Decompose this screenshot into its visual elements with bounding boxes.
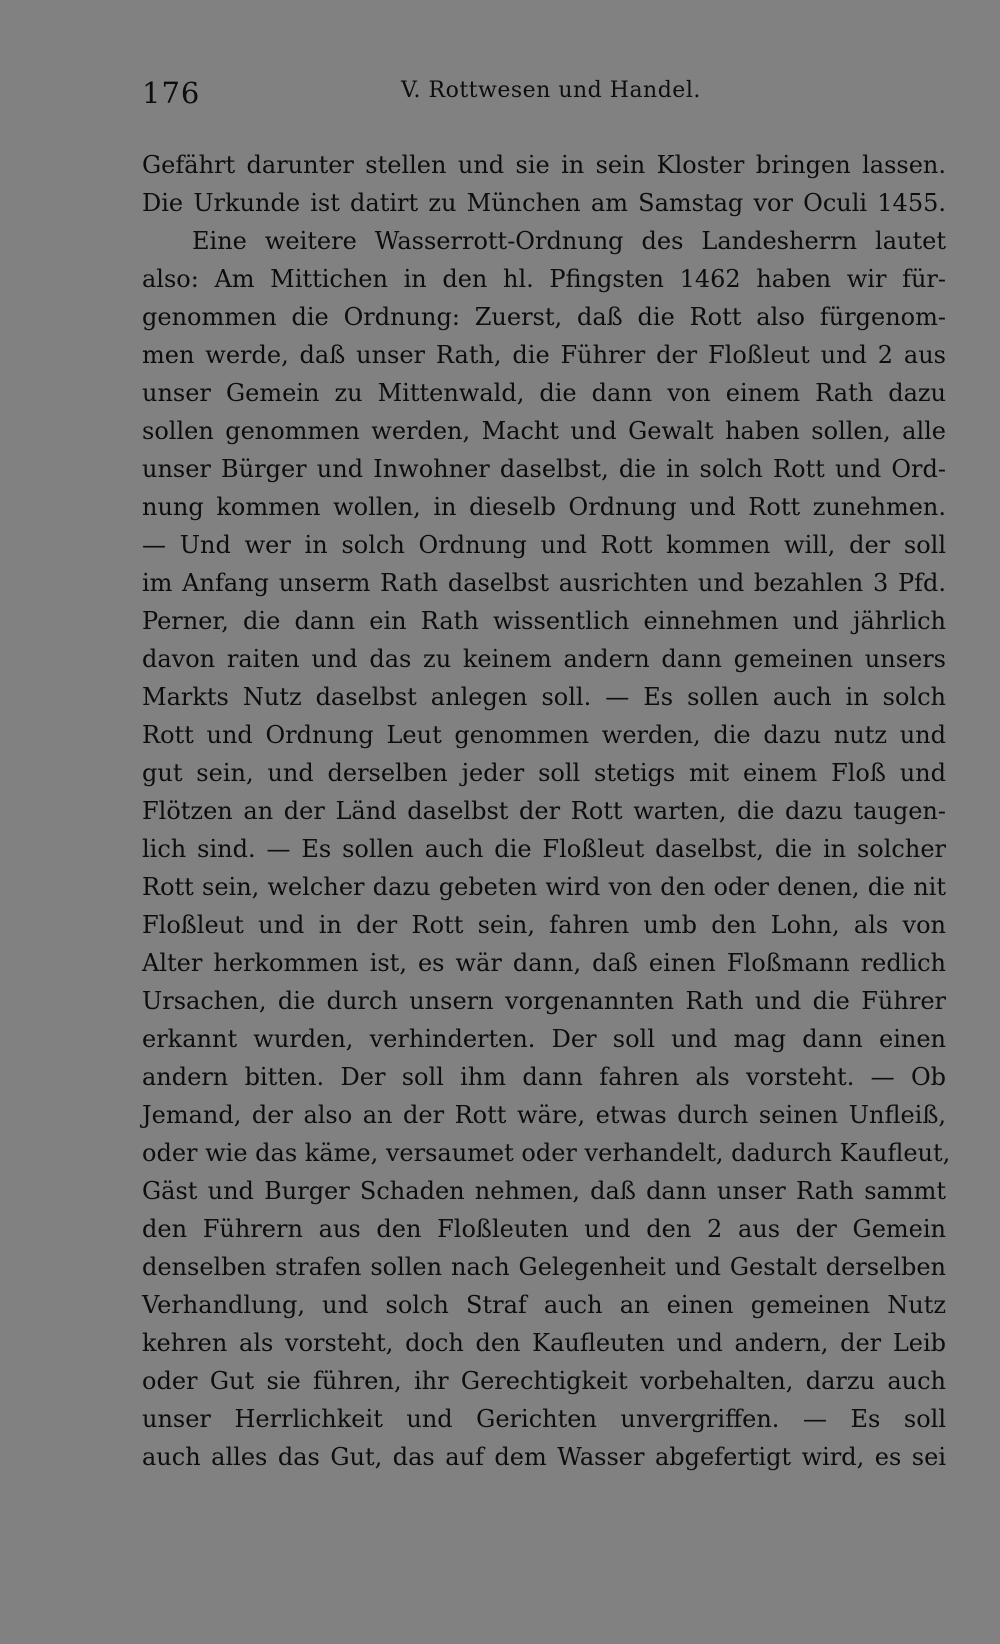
text-line: Eine weitere Wasserrott-Ordnung des Landesherrn lautet <box>192 227 946 255</box>
text-line: — Und wer in solch Ordnung und Rott kommen will, der soll <box>142 531 946 559</box>
text-line: kehren als vorsteht, doch den Kaufleuten und andern, der Leib <box>142 1329 946 1357</box>
text-line: Ursachen, die durch unsern vorgenannten Rath und die Führer <box>142 987 946 1015</box>
text-line: nung kommen wollen, in dieselb Ordnung und Rott zunehmen. <box>142 493 946 521</box>
page-header <box>142 76 946 116</box>
text-line: Rott und Ordnung Leut genommen werden, die dazu nutz und <box>142 721 946 749</box>
text-line: Gefährt darunter stellen und sie in sein Kloster bringen lassen. <box>142 151 946 179</box>
text-line: im Anfang unserm Rath daselbst ausrichten und bezahlen 3 Pfd. <box>142 569 946 597</box>
text-line: men werde, daß unser Rath, die Führer der Floßleut und 2 aus <box>142 341 946 369</box>
text-line: Jemand, der also an der Rott wäre, etwas durch seinen Unfleiß, <box>142 1101 946 1129</box>
text-line: auch alles das Gut, das auf dem Wasser abgefertigt wird, es sei <box>142 1443 946 1471</box>
text-line: Alter herkommen ist, es wär dann, daß einen Floßmann redlich <box>142 949 946 977</box>
text-line: davon raiten und das zu keinem andern dann gemeinen unsers <box>142 645 946 673</box>
text-line: denselben strafen sollen nach Gelegenheit und Gestalt derselben <box>142 1253 946 1281</box>
body-text <box>142 146 951 1476</box>
text-line: Flötzen an der Länd daselbst der Rott warten, die dazu taugen- <box>142 797 946 825</box>
running-head: V. Rottwesen und Handel. <box>401 78 701 103</box>
text-line: den Führern aus den Floßleuten und den 2 aus der Gemein <box>142 1215 946 1243</box>
text-line: Gäst und Burger Schaden nehmen, daß dann unser Rath sammt <box>142 1177 946 1205</box>
text-line: oder wie das käme, versaumet oder verhandelt, dadurch Kaufleut, <box>142 1139 951 1167</box>
text-line: unser Herrlichkeit und Gerichten unvergriffen. — Es soll <box>142 1405 946 1433</box>
text-line: Floßleut und in der Rott sein, fahren umb den Lohn, als von <box>142 911 946 939</box>
text-line: also: Am Mittichen in den hl. Pfingsten 1462 haben wir für- <box>142 265 946 293</box>
text-line: Rott sein, welcher dazu gebeten wird von den oder denen, die nit <box>142 873 946 901</box>
text-line: unser Bürger und Inwohner daselbst, die in solch Rott und Ord- <box>142 455 946 483</box>
text-line: sollen genommen werden, Macht und Gewalt haben sollen, alle <box>142 417 946 445</box>
text-line: unser Gemein zu Mittenwald, die dann von einem Rath dazu <box>142 379 946 407</box>
text-line: lich sind. — Es sollen auch die Floßleut daselbst, die in solcher <box>142 835 946 863</box>
page-number: 176 <box>142 76 201 110</box>
text-line: andern bitten. Der soll ihm dann fahren als vorsteht. — Ob <box>142 1063 946 1091</box>
text-line: Verhandlung, und solch Straf auch an einen gemeinen Nutz <box>142 1291 946 1319</box>
text-line: gut sein, und derselben jeder soll stetigs mit einem Floß und <box>142 759 946 787</box>
text-line: erkannt wurden, verhinderten. Der soll und mag dann einen <box>142 1025 946 1053</box>
text-line: Perner, die dann ein Rath wissentlich einnehmen und jährlich <box>142 607 946 635</box>
text-line: oder Gut sie führen, ihr Gerechtigkeit vorbehalten, darzu auch <box>142 1367 946 1395</box>
text-line: Die Urkunde ist datirt zu München am Samstag vor Oculi 1455. <box>142 189 946 217</box>
text-line: Markts Nutz daselbst anlegen soll. — Es sollen auch in solch <box>142 683 946 711</box>
text-line: genommen die Ordnung: Zuerst, daß die Rott also fürgenom- <box>142 303 946 331</box>
